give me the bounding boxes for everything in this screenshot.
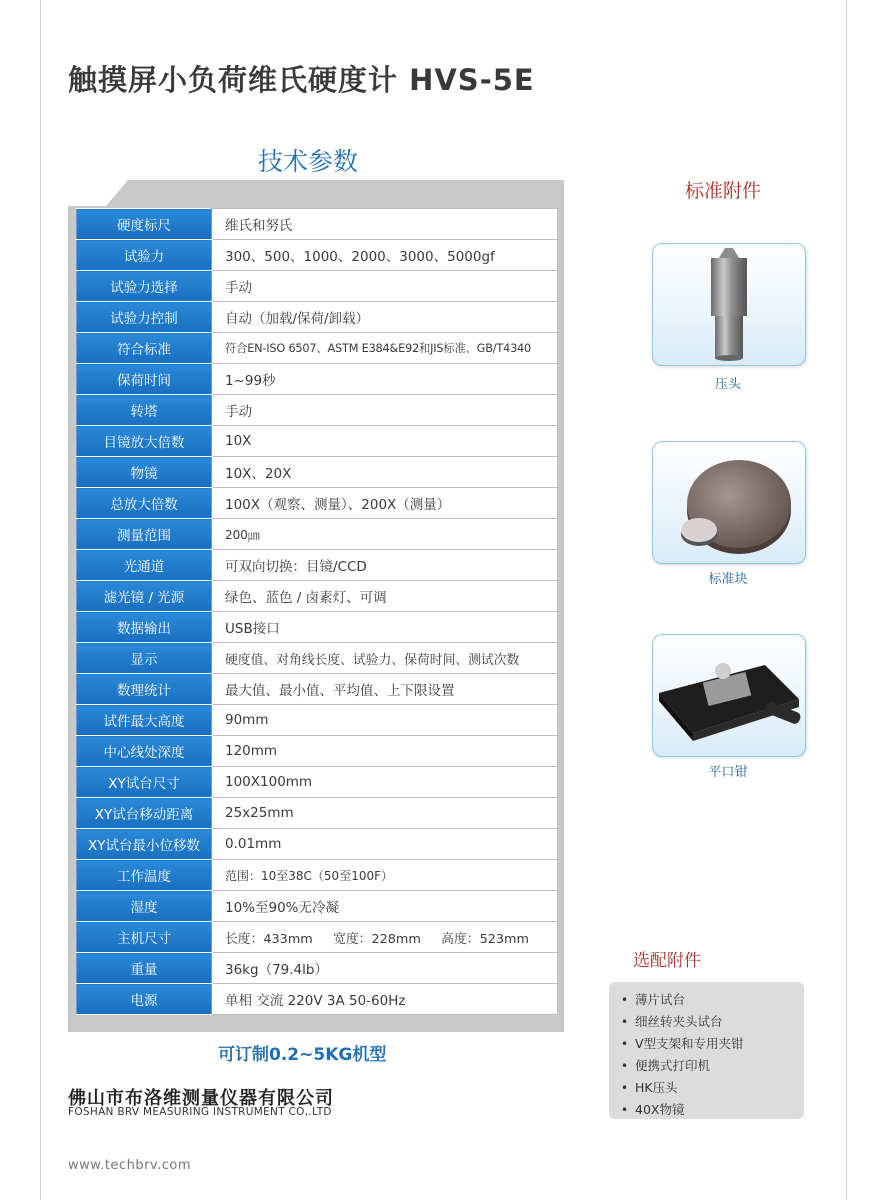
spec-label: 试件最大高度 — [77, 705, 212, 736]
frame-line-left — [40, 0, 41, 1200]
spec-label: XY试台尺寸 — [77, 767, 212, 798]
table-row — [77, 860, 558, 891]
list-item-label: 薄片试台 — [635, 992, 686, 1007]
spec-value: 0.01mm — [212, 829, 558, 860]
spec-label: 试验力控制 — [77, 302, 212, 333]
spec-label: 湿度 — [77, 891, 212, 922]
table-row — [77, 426, 558, 457]
test-block-icon — [653, 442, 805, 563]
list-item-label: 细丝转夹头试台 — [635, 1014, 723, 1029]
table-row — [77, 612, 558, 643]
spec-label: 显示 — [77, 643, 212, 674]
website-url: www.techbrv.com — [68, 1158, 191, 1173]
list-item — [621, 1011, 804, 1033]
table-row — [77, 736, 558, 767]
spec-label: 光通道 — [77, 550, 212, 581]
spec-label: 电源 — [77, 984, 212, 1015]
vise-icon — [653, 635, 805, 756]
spec-value: 10X、20X — [212, 457, 558, 488]
spec-value: 单相 交流 220V 3A 50-60Hz — [212, 984, 558, 1015]
spec-label: 试验力 — [77, 240, 212, 271]
spec-value: 长度：433mm 宽度：228mm 高度：523mm — [212, 922, 558, 953]
spec-label: 重量 — [77, 953, 212, 984]
spec-value: 符合EN-ISO 6507、ASTM E384&E92和JIS标准、GB/T4340 — [212, 333, 558, 364]
spec-value: 100X100mm — [212, 767, 558, 798]
table-row — [77, 240, 558, 271]
spec-value: 300、500、1000、2000、3000、5000gf — [212, 240, 558, 271]
spec-label: 主机尺寸 — [77, 922, 212, 953]
spec-label: 滤光镜 / 光源 — [77, 581, 212, 612]
frame-line-right — [846, 0, 847, 1200]
list-item — [621, 1077, 804, 1099]
table-row — [77, 643, 558, 674]
optional-accessories-box — [609, 982, 804, 1119]
spec-value: 硬度值、对角线长度、试验力、保荷时间、测试次数 — [212, 643, 558, 674]
table-row — [77, 364, 558, 395]
list-item — [621, 989, 804, 1011]
bullet-icon: • — [621, 1059, 629, 1073]
standard-accessories-title: 标准附件 — [685, 180, 762, 202]
spec-value: 可双向切换：目镜/CCD — [212, 550, 558, 581]
accessory-label-vise: 平口钳 — [708, 765, 748, 780]
optional-accessories-list — [609, 982, 804, 1121]
accessory-image-test-block — [652, 441, 806, 564]
spec-label: 中心线处深度 — [77, 736, 212, 767]
bullet-icon: • — [621, 1103, 629, 1117]
section-title-specs: 技术参数 — [258, 147, 359, 176]
table-row — [77, 984, 558, 1015]
bullet-icon: • — [621, 1015, 629, 1029]
table-row — [77, 333, 558, 364]
spec-label: 试验力选择 — [77, 271, 212, 302]
spec-label: 目镜放大倍数 — [77, 426, 212, 457]
spec-label: 硬度标尺 — [77, 209, 212, 240]
table-row — [77, 891, 558, 922]
spec-value: USB接口 — [212, 612, 558, 643]
page-title: 触摸屏小负荷维氏硬度计 HVS-5E — [68, 63, 535, 97]
spec-value: 维氏和努氏 — [212, 209, 558, 240]
list-item-label: V型支架和专用夹钳 — [635, 1036, 744, 1051]
table-row — [77, 519, 558, 550]
accessory-image-vise — [652, 634, 806, 757]
spec-value: 25x25mm — [212, 798, 558, 829]
accessory-label-test-block: 标准块 — [708, 572, 748, 587]
list-item-label: 40X物镜 — [635, 1102, 685, 1117]
table-row — [77, 829, 558, 860]
list-item-label: HK压头 — [635, 1080, 678, 1095]
company-name-en: FOSHAN BRV MEASURING INSTRUMENT CO,.LTD — [68, 1106, 332, 1118]
spec-value: 90mm — [212, 705, 558, 736]
table-row — [77, 550, 558, 581]
table-row — [77, 209, 558, 240]
spec-label: 总放大倍数 — [77, 488, 212, 519]
spec-label: 保荷时间 — [77, 364, 212, 395]
spec-value: 10X — [212, 426, 558, 457]
spec-value: 自动（加载/保荷/卸载） — [212, 302, 558, 333]
spec-label: 物镜 — [77, 457, 212, 488]
list-item — [621, 1033, 804, 1055]
spec-value: 120mm — [212, 736, 558, 767]
spec-value: 手动 — [212, 395, 558, 426]
table-row — [77, 395, 558, 426]
spec-value: 100X（观察、测量）、200X（测量） — [212, 488, 558, 519]
accessory-image-indenter — [652, 243, 806, 366]
bullet-icon: • — [621, 1037, 629, 1051]
spec-label: XY试台最小位移数 — [77, 829, 212, 860]
list-item-label: 便携式打印机 — [635, 1058, 711, 1073]
table-row — [77, 705, 558, 736]
table-row — [77, 674, 558, 705]
table-row — [77, 767, 558, 798]
spec-label: 转塔 — [77, 395, 212, 426]
bullet-icon: • — [621, 993, 629, 1007]
custom-model-note: 可订制0.2~5KG机型 — [218, 1045, 387, 1065]
spec-value: 200㎛ — [212, 519, 558, 550]
table-row — [77, 271, 558, 302]
spec-label: 工作温度 — [77, 860, 212, 891]
spec-label: 符合标准 — [77, 333, 212, 364]
bullet-icon: • — [621, 1081, 629, 1095]
spec-value: 最大值、最小值、平均值、上下限设置 — [212, 674, 558, 705]
company-name-cn: 佛山市布洛维测量仪器有限公司 — [68, 1088, 334, 1109]
spec-label: 数理统计 — [77, 674, 212, 705]
spec-table — [76, 208, 558, 1015]
spec-value: 绿色、蓝色 / 卤素灯、可调 — [212, 581, 558, 612]
table-row — [77, 488, 558, 519]
list-item — [621, 1099, 804, 1121]
spec-value: 1~99秒 — [212, 364, 558, 395]
table-row — [77, 953, 558, 984]
table-row — [77, 922, 558, 953]
spec-label: 测量范围 — [77, 519, 212, 550]
spec-value: 范围：10至38C（50至100F） — [212, 860, 558, 891]
table-row — [77, 798, 558, 829]
spec-value: 10%至90%无冷凝 — [212, 891, 558, 922]
list-item — [621, 1055, 804, 1077]
spec-value: 手动 — [212, 271, 558, 302]
spec-label: XY试台移动距离 — [77, 798, 212, 829]
table-row — [77, 457, 558, 488]
table-row — [77, 302, 558, 333]
spec-label: 数据输出 — [77, 612, 212, 643]
indenter-icon — [653, 244, 805, 365]
optional-accessories-title: 选配附件 — [633, 951, 701, 971]
table-row — [77, 581, 558, 612]
spec-value: 36kg（79.4lb） — [212, 953, 558, 984]
accessory-label-indenter: 压头 — [714, 377, 741, 392]
